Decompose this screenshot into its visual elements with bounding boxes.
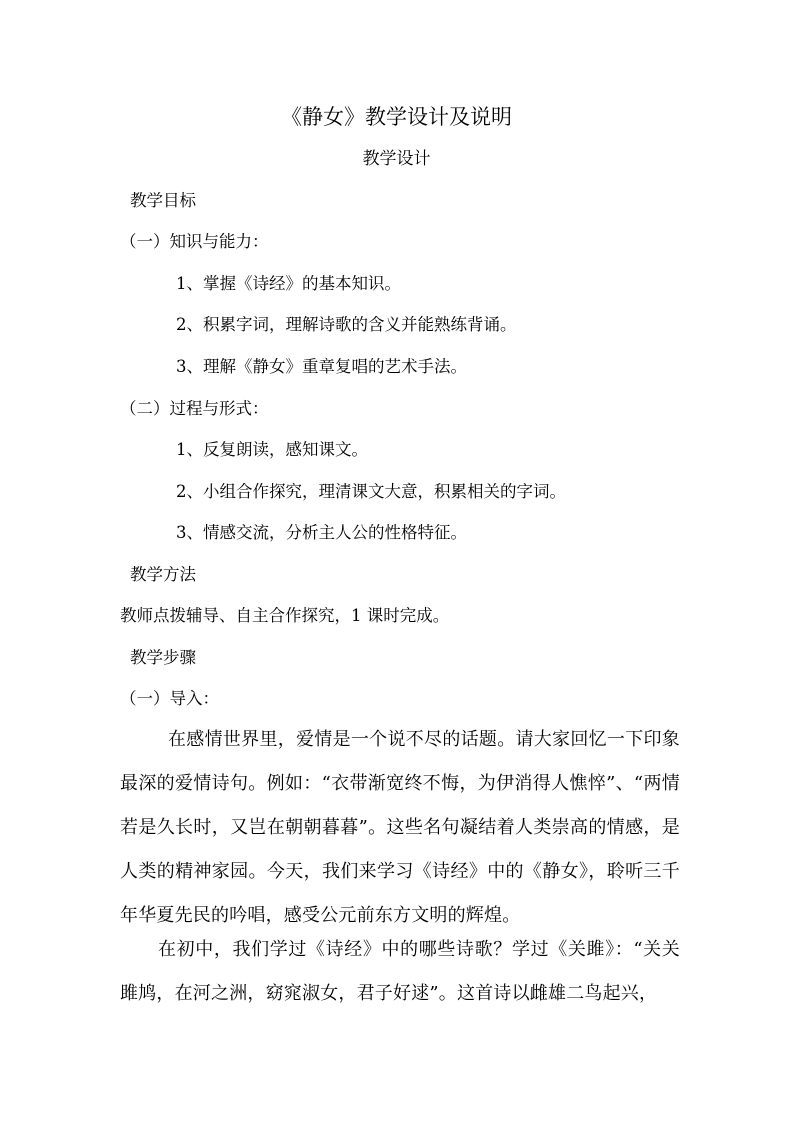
section-heading-steps: 教学步骤	[130, 648, 196, 667]
methods-text: 教师点拨辅导、自主合作探究，1 课时完成。	[120, 606, 450, 625]
list-item: 2、小组合作探究，理清课文大意，积累相关的字词。	[176, 482, 566, 501]
subsection-heading-intro: （一）导入：	[120, 689, 219, 708]
document-title: 《静女》教学设计及说明	[281, 105, 512, 129]
subsection-heading-process: （二）过程与形式：	[120, 399, 269, 418]
subsection-heading-knowledge: （一）知识与能力：	[120, 232, 269, 251]
section-heading-methods: 教学方法	[130, 565, 196, 584]
list-item: 1、反复朗读，感知课文。	[176, 440, 368, 459]
intro-paragraph-continued: 在初中，我们学过《诗经》中的哪些诗歌？学过《关雎》：“关关雎鸠，在河之洲，窈窕淑女，君子好逑”。这首诗以雌雄二鸟起兴，	[120, 939, 680, 1004]
intro-paragraph: 在感情世界里，爱情是一个说不尽的话题。请大家回忆一下印象最深的爱情诗句。例如：“衣带渐宽终不悔，为伊消得人憔悴”、“两情若是久长时，又岂在朝朝暮暮”。这些名句凝结着人类崇高的情感，是人类的精神家园。今天，我们来学习《诗经》中的《静女》，聆听三千年华夏先民的吟唱，感受公元前东方文明的辉煌。	[120, 729, 680, 926]
section-heading-objectives: 教学目标	[130, 191, 196, 210]
list-item: 3、情感交流，分析主人公的性格特征。	[176, 523, 467, 542]
list-item: 2、积累字词，理解诗歌的含义并能熟练背诵。	[176, 315, 517, 334]
document-subtitle: 教学设计	[362, 149, 431, 169]
list-item: 3、理解《静女》重章复唱的艺术手法。	[176, 357, 467, 376]
list-item: 1、掌握《诗经》的基本知识。	[176, 274, 401, 293]
